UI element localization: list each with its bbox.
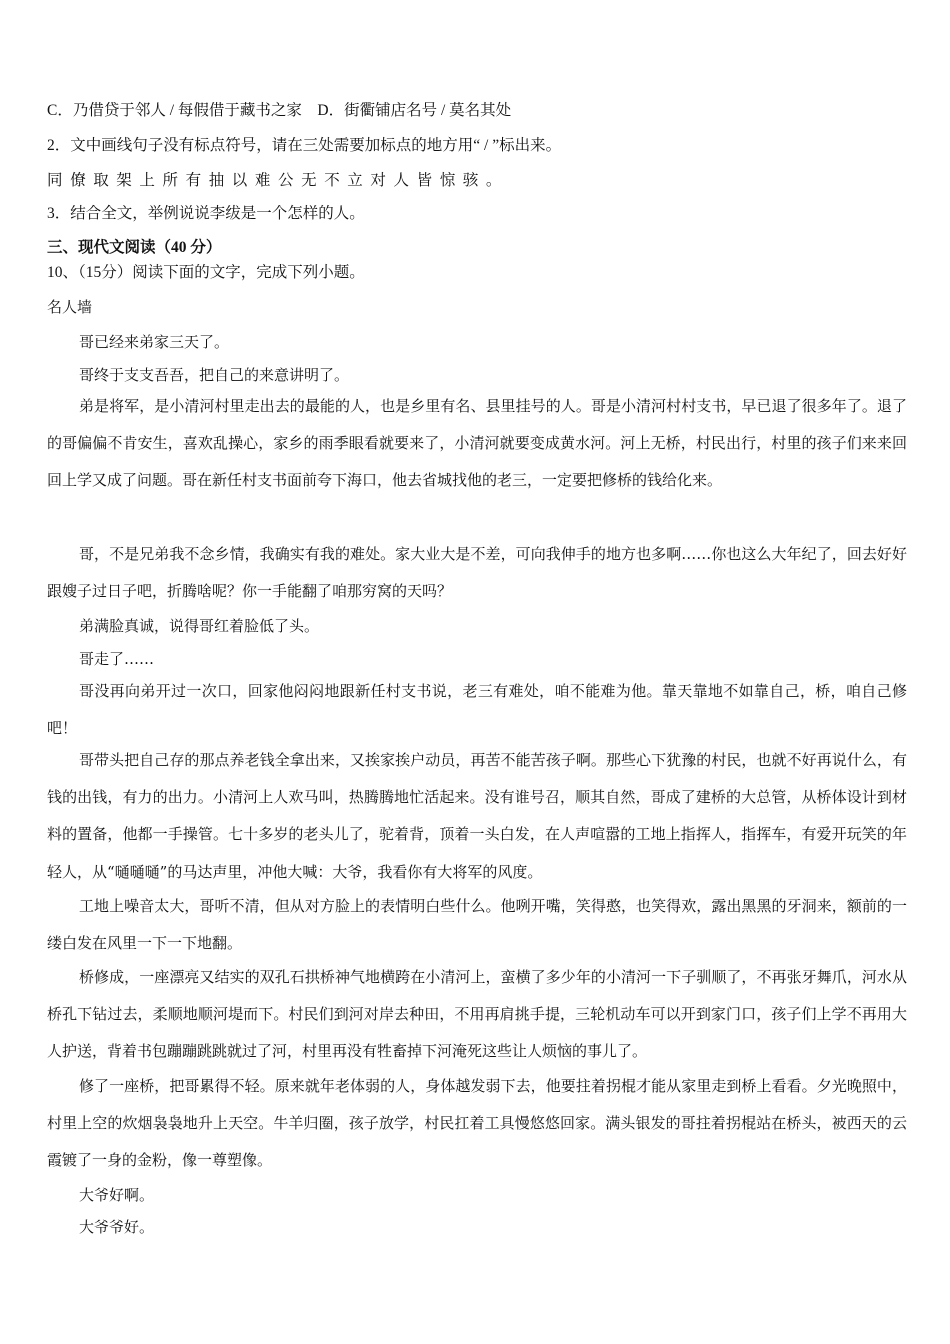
story-paragraph: 修了一座桥，把哥累得不轻。原来就年老体弱的人，身体越发弱下去，他要拄着拐棍才能从家里走到桥上看看。夕光晚照中，村里上空的炊烟袅袅地升上天空。牛羊归圈，孩子放学，村民扛着工具慢悠悠回家。满头银发的哥拄着拐棍站在桥头，被西天的云霞镀了一身的金粉，像一尊塑像。 [47, 1077, 907, 1170]
question-2: 2．文中画线句子没有标点符号，请在三处需要加标点的地方用“ / ”标出来。 [47, 137, 562, 154]
story-paragraph: 哥终于支支吾吾，把自己的来意讲明了。 [79, 366, 350, 384]
story-title: 名人墙 [47, 298, 93, 316]
question-3: 3．结合全文，举例说说李绂是一个怎样的人。 [47, 205, 365, 222]
story-paragraph: 工地上噪音太大，哥听不清，但从对方脸上的表情明白些什么。他咧开嘴，笑得憨，也笑得欢，露出黑黑的牙洞来，额前的一缕白发在风里一下一下地翻。 [47, 897, 907, 953]
story-paragraph: 大爷好啊。 [79, 1186, 155, 1204]
question-2-sentence: 同僚取架上所有抽以难公无不立对人皆惊骇。 [47, 172, 510, 189]
story-paragraph: 桥修成，一座漂亮又结实的双孔石拱桥神气地横跨在小清河上，蛮横了多少年的小清河一下子驯顺了，不再张牙舞爪，河水从桥孔下钻过去，柔顺地顺河堤而下。村民们到河对岸去种田，不用再肩挑手提，三轮机动车可以开到家门口，孩子们上学不再用大人护送，背着书包蹦蹦跳跳就过了河，村里再没有牲畜掉下河淹死这些让人烦恼的事儿了。 [47, 968, 907, 1061]
story-paragraph: 哥带头把自己存的那点养老钱全拿出来，又挨家挨户动员，再苦不能苦孩子啊。那些心下犹豫的村民，也就不好再说什么，有钱的出钱，有力的出力。小清河上人欢马叫，热腾腾地忙活起来。没有谁号召，顺其自然，哥成了建桥的大总管，从桥体设计到材料的置备，他都一手操管。七十多岁的老头儿了，驼着背，顶着一头白发，在人声喧嚣的工地上指挥人，指挥车，有爱开玩笑的年轻人，从“嗵嗵嗵”的马达声里，冲他大喊：大爷，我看你有大将军的风度。 [47, 751, 907, 881]
story-paragraph: 弟满脸真诚，说得哥红着脸低了头。 [79, 617, 320, 635]
question-options-cd: C．乃借贷于邻人 / 每假借于藏书之家 D．街衢铺店名号 / 莫名其处 [47, 102, 512, 119]
story-paragraph: 大爷爷好。 [79, 1218, 155, 1236]
story-paragraph: 哥，不是兄弟我不念乡情，我确实有我的难处。家大业大是不差，可向我伸手的地方也多啊……你也这么大年纪了，回去好好跟嫂子过日子吧，折腾啥呢？你一手能翻了咱那穷窝的天吗？ [47, 545, 907, 601]
story-paragraph: 哥已经来弟家三天了。 [79, 333, 230, 351]
story-paragraph: 哥走了…… [79, 650, 155, 668]
story-paragraph: 哥没再向弟开过一次口，回家他闷闷地跟新任村支书说，老三有难处，咱不能难为他。靠天靠地不如靠自己，桥，咱自己修吧！ [47, 682, 907, 738]
section-heading: 三、现代文阅读（40 分） [47, 239, 222, 256]
section-instruction: 10、（15分）阅读下面的文字，完成下列小题。 [47, 264, 365, 281]
story-paragraph: 弟是将军，是小清河村里走出去的最能的人，也是乡里有名、县里挂号的人。哥是小清河村村支书，早已退了很多年了。退了的哥偏偏不肯安生，喜欢乱操心，家乡的雨季眼看就要来了，小清河就要变成黄水河。河上无桥，村民出行，村里的孩子们来来回回上学又成了问题。哥在新任村支书面前夸下海口，他去省城找他的老三，一定要把修桥的钱给化来。 [47, 397, 907, 490]
